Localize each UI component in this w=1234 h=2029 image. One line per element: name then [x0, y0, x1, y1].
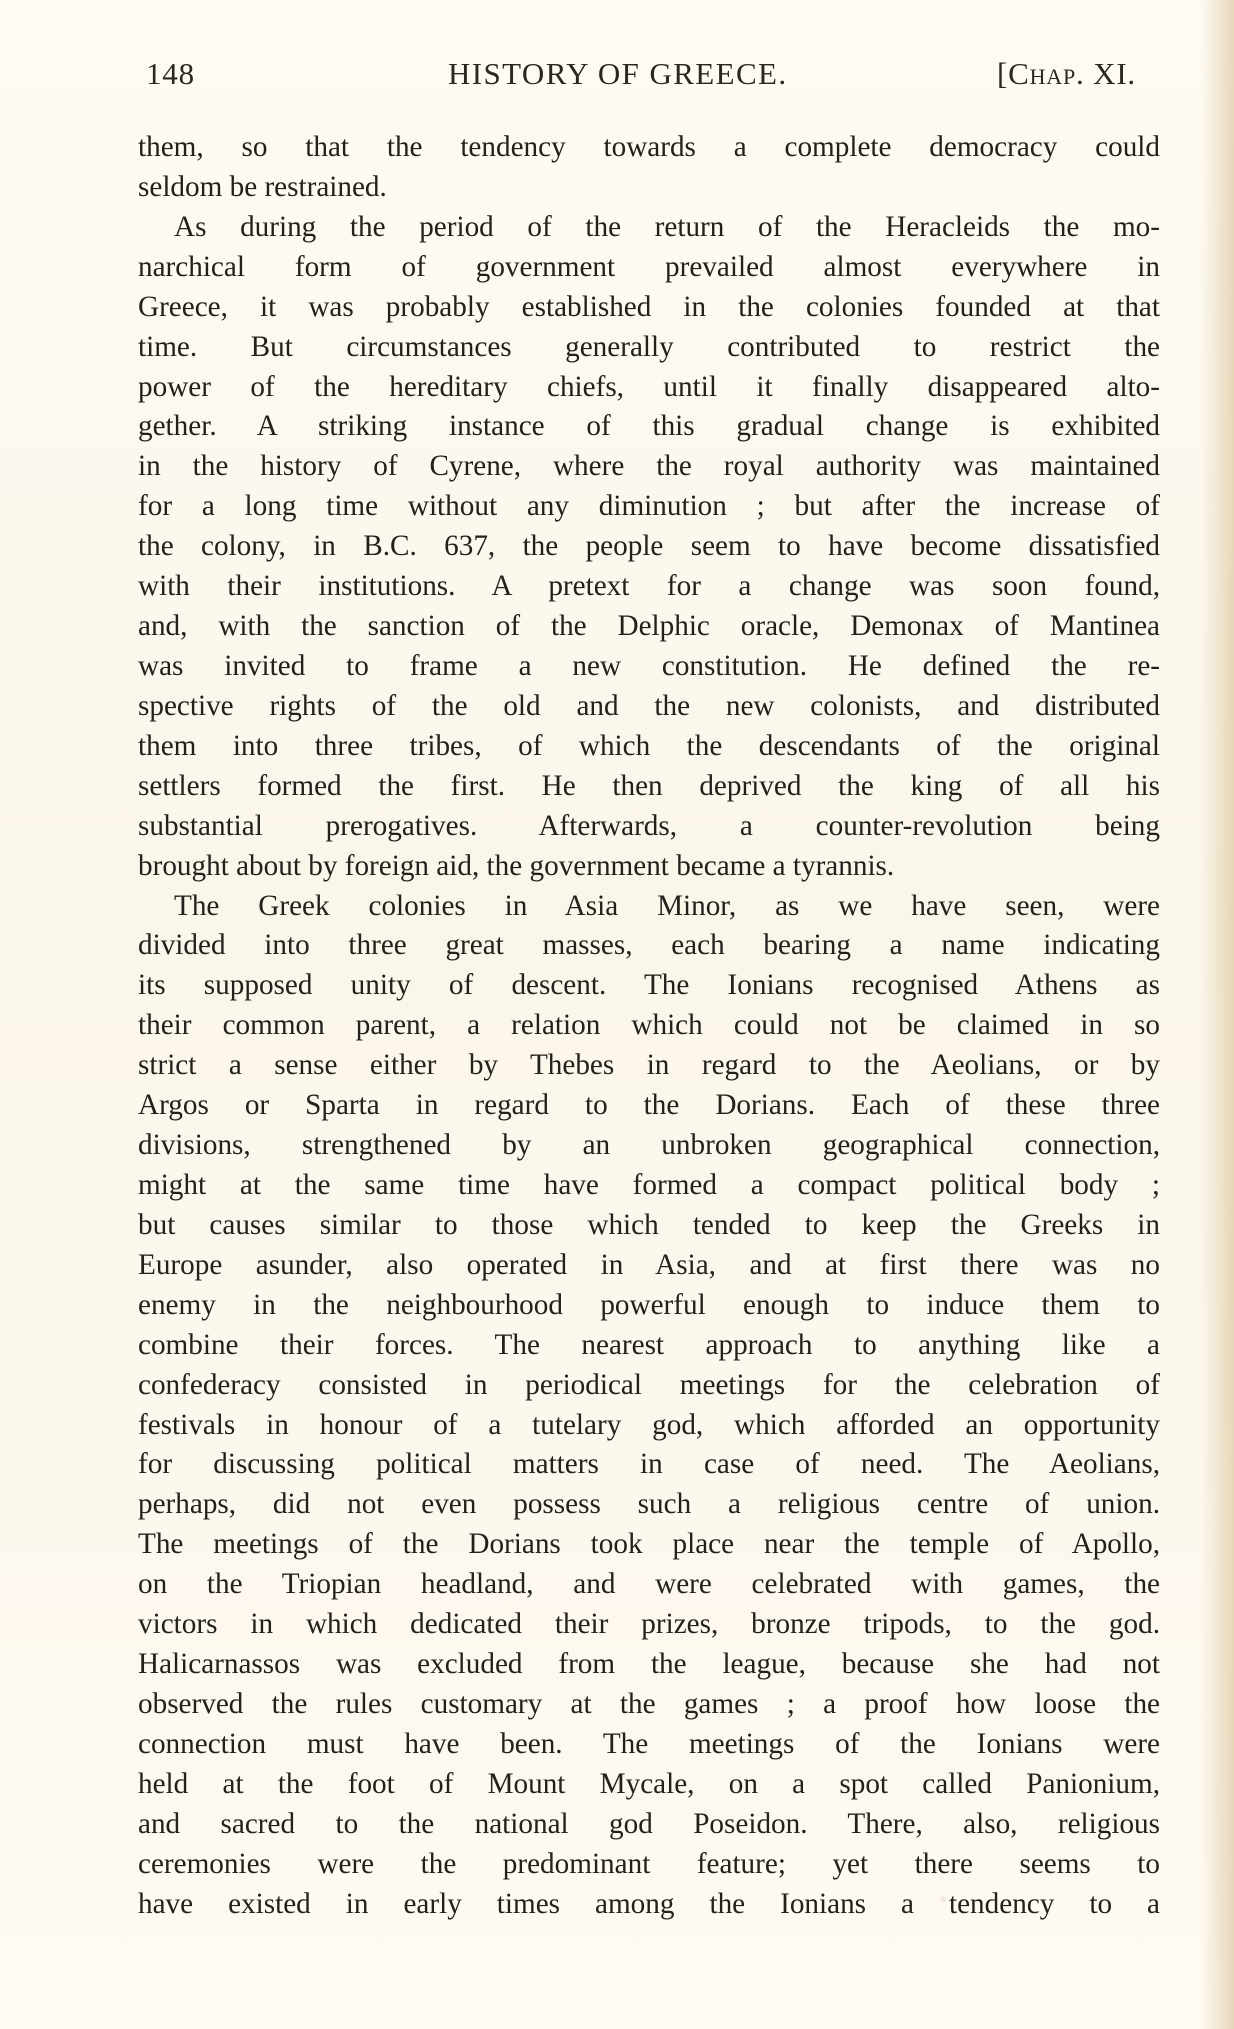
text-line: spective rights of the old and the new colonists, and distributed	[138, 689, 1160, 722]
text-line: time. But circumstances generally contributed to restrict the	[138, 330, 1160, 363]
text-line: but causes similar to those which tended to keep the Greeks in	[138, 1208, 1160, 1241]
text-line: gether. A striking instance of this gradual change is exhibited	[138, 410, 1160, 443]
text-line: brought about by foreign aid, the government became a tyrannis.	[138, 849, 895, 882]
text-line: held at the foot of Mount Mycale, on a spot called Panionium,	[138, 1767, 1160, 1800]
text-line: and sacred to the national god Poseidon. There, also, religious	[138, 1807, 1160, 1840]
text-line: festivals in honour of a tutelary god, which afforded an opportunity	[138, 1408, 1160, 1441]
text-line: their common parent, a relation which could not be claimed in so	[138, 1009, 1160, 1042]
text-line: its supposed unity of descent. The Ionians recognised Athens as	[138, 969, 1160, 1002]
text-line: was invited to frame a new constitution. He defined the re-	[138, 649, 1160, 682]
text-line: As during the period of the return of the Heracleids the mo-	[174, 210, 1160, 243]
text-line: settlers formed the first. He then deprived the king of all his	[138, 769, 1160, 802]
page-header	[146, 56, 1136, 96]
text-line: perhaps, did not even possess such a religious centre of union.	[138, 1488, 1160, 1521]
text-line: narchical form of government prevailed almost everywhere in	[138, 250, 1160, 283]
text-line: them, so that the tendency towards a complete democracy could	[138, 131, 1160, 163]
text-line: seldom be restrained.	[138, 170, 387, 203]
text-line: Argos or Sparta in regard to the Dorians. Each of these three	[138, 1089, 1160, 1122]
text-line: in the history of Cyrene, where the royal authority was maintained	[138, 450, 1160, 483]
body-text	[138, 128, 1160, 1924]
text-line: Europe asunder, also operated in Asia, and at first there was no	[138, 1248, 1160, 1281]
text-line: them into three tribes, of which the descendants of the original	[138, 729, 1160, 762]
text-line: the colony, in B.C. 637, the people seem to have become dissatisfied	[138, 530, 1160, 563]
page-number: 148	[146, 56, 195, 91]
text-line: observed the rules customary at the games ; a proof how loose the	[138, 1687, 1160, 1720]
text-line: strict a sense either by Thebes in regard to the Aeolians, or by	[138, 1049, 1160, 1082]
text-line: for a long time without any diminution ; but after the increase of	[138, 490, 1160, 523]
text-line: with their institutions. A pretext for a change was soon found,	[138, 570, 1160, 603]
text-line: might at the same time have formed a compact political body ;	[138, 1168, 1160, 1201]
text-line: confederacy consisted in periodical meetings for the celebration of	[138, 1368, 1160, 1401]
text-line: The meetings of the Dorians took place near the temple of Apollo,	[138, 1528, 1160, 1561]
text-line: Halicarnassos was excluded from the league, because she had not	[138, 1648, 1160, 1681]
text-line: victors in which dedicated their prizes, bronze tripods, to the god.	[138, 1608, 1160, 1641]
text-line: The Greek colonies in Asia Minor, as we have seen, were	[174, 889, 1160, 922]
running-title: HISTORY OF GREECE.	[448, 56, 788, 91]
chapter-mark: [Chap. XI.	[997, 56, 1136, 91]
text-line: for discussing political matters in case of need. The Aeolians,	[138, 1448, 1160, 1481]
text-line: connection must have been. The meetings of the Ionians were	[138, 1727, 1160, 1760]
text-line: have existed in early times among the Ionians a tendency to a	[138, 1887, 1160, 1920]
text-line: enemy in the neighbourhood powerful enough to induce them to	[138, 1288, 1160, 1321]
text-line: ceremonies were the predominant feature; yet there seems to	[138, 1847, 1160, 1880]
text-line: substantial prerogatives. Afterwards, a counter-revolution being	[138, 809, 1160, 842]
text-line: and, with the sanction of the Delphic oracle, Demonax of Mantinea	[138, 610, 1160, 643]
text-line: divided into three great masses, each bearing a name indicating	[138, 929, 1160, 962]
text-line: on the Triopian headland, and were celebrated with games, the	[138, 1568, 1160, 1601]
text-line: power of the hereditary chiefs, until it finally disappeared alto-	[138, 370, 1160, 403]
text-line: divisions, strengthened by an unbroken geographical connection,	[138, 1129, 1160, 1162]
text-line: combine their forces. The nearest approach to anything like a	[138, 1328, 1160, 1361]
text-line: Greece, it was probably established in the colonies founded at that	[138, 290, 1160, 323]
